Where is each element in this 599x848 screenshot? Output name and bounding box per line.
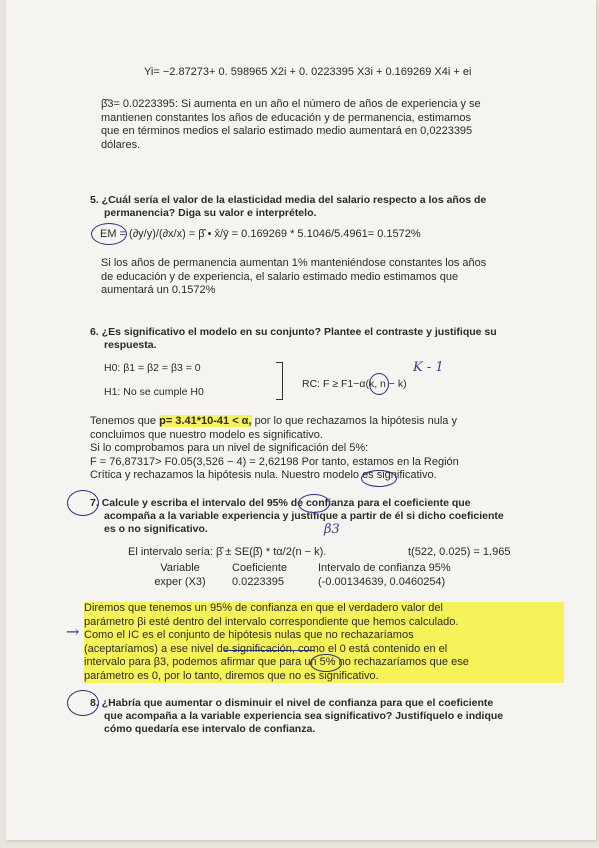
question-text: ¿Cuál sería el valor de la elasticidad media del salario respecto a los años de (101, 194, 487, 206)
rejection-region: RC: F ≥ F1−α(k, n − k) (302, 378, 407, 390)
answer-line: F = 76,87317> F0.05(3,526 − 4) = 2,62198 Por tanto, estamos en la Región (90, 455, 459, 468)
question-text: acompaña a la variable experiencia y justifique a partir de él si dicho coeficiente (104, 510, 504, 522)
beta3-line: que en términos medios el salario estimado medio aumentará en 0,0223395 (101, 125, 473, 137)
5pct-circle-mark (310, 654, 342, 672)
question-number: 7. (90, 497, 99, 509)
regression-equation: Yi= −2.87273+ 0. 598965 X2i + 0. 0223395 X3i + 0.169269 X4i + ei (144, 66, 472, 78)
table-header: Intervalo de confianza 95% (318, 562, 451, 574)
question-text: respuesta. (104, 339, 157, 351)
table-cell: 0.0223395 (232, 575, 284, 588)
question-text: Calcule y escriba el intervalo del 95% de confianza para el coeficiente que (101, 497, 471, 509)
question-text: que acompaña a la variable experiencia sea significativo? Justifíquelo e indique (104, 710, 504, 722)
highlight-line: parámetro es 0, por lo tanto, diremos que no es significativo. (84, 670, 564, 684)
beta3-interpretation (101, 98, 561, 152)
handwritten-k-minus-1: K - 1 (413, 360, 444, 375)
table-row (128, 576, 488, 590)
underline-mark (224, 650, 314, 651)
alt-hypothesis: H1: No se cumple H0 (104, 386, 204, 398)
interval-formula: El intervalo sería: β̂ ± SE(β̂) * tα/2(n − k). (128, 546, 327, 558)
answer-line: Si los años de permanencia aumentan 1% manteniéndose constantes los años (101, 257, 487, 269)
null-hypothesis: H0: β1 = β2 = β3 = 0 (104, 362, 201, 374)
question-number: 5. (90, 194, 99, 206)
highlight-line: (aceptaríamos) a ese nivel de significación, como el 0 está contenido en el (84, 643, 564, 657)
k-circle-mark (369, 373, 389, 395)
answer-line: aumentará un 0.1572% (101, 284, 216, 296)
highlight-line: Diremos que tenemos un 95% de confianza en que el verdadero valor del (84, 602, 564, 616)
highlight-line: Como el IC es el conjunto de hipótesis nulas que no rechazaríamos (84, 629, 564, 643)
question-text: cómo quedaría ese intervalo de confianza. (104, 723, 316, 735)
p-value-highlight: p= 3.41*10-41 < α, (159, 415, 252, 427)
question-text: es o no significativo. (104, 523, 208, 535)
answer-line: Tenemos que p= 3.41*10-41 < α, por lo que rechazamos la hipótesis nula y (90, 415, 457, 427)
hypothesis-bracket (276, 362, 283, 400)
handwritten-beta3: β3 (324, 522, 340, 537)
q6-answer (90, 415, 560, 483)
beta3-line: β̂3= 0.0223395: Si aumenta en un año el número de años de experiencia y se (101, 98, 481, 110)
table-cell: exper (X3) (154, 575, 206, 588)
elasticity-formula: EM = (∂y/y)/(∂x/x) = β̂ • x̄/ȳ = 0.169269 * 5.1046/5.4961= 0.1572% (100, 228, 421, 240)
answer-line: Si lo comprobamos para un nivel de significación del 5%: (90, 442, 369, 454)
document-page (6, 0, 596, 840)
table-cell: (-0.00134639, 0.0460254) (318, 575, 446, 588)
question-text: ¿Es significativo el modelo en su conjunto? Plantee el contraste y justifique su (101, 326, 497, 338)
q5-answer (101, 257, 561, 298)
beta3-line: mantienen constantes los años de educación y de permanencia, estimamos (101, 111, 471, 124)
question-text: permanencia? Diga su valor e interprételo. (104, 207, 317, 219)
modelo-circle-mark (361, 470, 397, 487)
table-header-row (128, 562, 488, 576)
95-circle-mark (298, 494, 330, 513)
highlight-line: intervalo para β3, podemos afirmar que para un 5% no rechazaríamos que ese (84, 656, 564, 670)
arrow-mark-icon: → (66, 622, 80, 641)
answer-line: de educación y de experiencia, el salario estimado medio estimamos que (101, 270, 459, 283)
answer-line: Crítica y rechazamos la hipótesis nula. Nuestro modelo es significativo. (90, 469, 437, 481)
question-text: ¿Habría que aumentar o disminuir el nivel de confianza para que el coeficiente (101, 697, 494, 709)
table-header: Variable (160, 562, 200, 574)
question-8 (90, 697, 560, 736)
t-critical-value: t(522, 0.025) = 1.965 (408, 546, 511, 558)
highlight-line: parámetro βi esté dentro del intervalo correspondiente que hemos calculado. (84, 616, 564, 630)
question-5 (90, 194, 560, 220)
question-number: 6. (90, 326, 99, 338)
table-header: Coeficiente (232, 562, 288, 574)
question-number: 8. (90, 697, 99, 709)
beta3-line: dólares. (101, 138, 141, 151)
question-6 (90, 326, 560, 352)
answer-line: concluimos que nuestro modelo es significativo. (90, 428, 323, 441)
ci-table (128, 562, 488, 589)
